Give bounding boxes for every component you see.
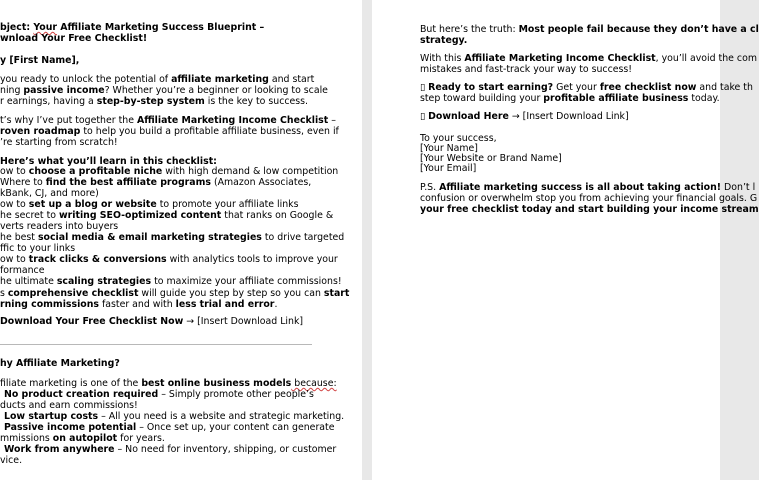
learn-item: he ultimate scaling strategies to maximize your affiliate commissions! xyxy=(0,276,342,287)
why-intro: filiate marketing is one of the best online business models because: xyxy=(0,378,337,389)
ready-line-2: step toward building your profitable affiliate business today. xyxy=(420,93,720,104)
truth-line-2: strategy. xyxy=(420,35,468,46)
learn-item: ow to set up a blog or website to promote your affiliate links xyxy=(0,199,299,210)
page-gap xyxy=(362,0,372,480)
why-item: ducts and earn commissions! xyxy=(0,400,138,411)
tool-line: t’s why I’ve put together the Affiliate Marketing Income Checklist – xyxy=(0,115,336,126)
intro-line: you ready to unlock the potential of affiliate marketing and start xyxy=(0,74,315,85)
download-here-link[interactable]: ▯ Download Here → [Insert Download Link] xyxy=(420,111,629,122)
document-page-right xyxy=(372,0,759,480)
subject-line: bject: Your Affiliate Marketing Success Blueprint – xyxy=(0,22,265,33)
with-line-2: mistakes and fast-track your way to success! xyxy=(420,64,633,75)
learn-item: ow to choose a profitable niche with high demand & low competition xyxy=(0,166,339,177)
learn-heading: Here’s what you’ll learn in this checklist: xyxy=(0,156,217,167)
learn-item: kBank, CJ, and more) xyxy=(0,188,99,199)
ps-line: P.S. Affiliate marketing success is all about taking action! Don’t l xyxy=(420,182,756,193)
why-heading: hy Affiliate Marketing? xyxy=(0,358,120,369)
greeting: y [First Name], xyxy=(0,55,80,66)
ps-line-2: confusion or overwhelm stop you from achieving your financial goals. G xyxy=(420,193,758,204)
ps-line-3: your free checklist today and start building your income stream xyxy=(420,204,759,215)
document-page-left xyxy=(0,0,362,480)
why-item: Passive income potential – Once set up, your content can generate xyxy=(4,422,335,433)
truth-line: But here’s the truth: Most people fail because they don’t have a cl xyxy=(420,24,759,35)
learn-item: Where to find the best affiliate programs (Amazon Associates, xyxy=(0,177,312,188)
signoff-website: [Your Website or Brand Name] xyxy=(420,153,562,164)
subject-line-2: wnload Your Free Checklist! xyxy=(0,33,148,44)
learn-item: he secret to writing SEO-optimized content that ranks on Google & xyxy=(0,210,334,221)
learn-item: formance xyxy=(0,265,45,276)
download-checklist-cta[interactable]: Download Your Free Checklist Now → [Insert Download Link] xyxy=(0,316,304,327)
with-line: With this Affiliate Marketing Income Checklist, you’ll avoid the com xyxy=(420,53,757,64)
why-item: vice. xyxy=(0,455,23,466)
learn-item: he best social media & email marketing strategies to drive targeted xyxy=(0,232,345,243)
checkbox-icon: ▯ xyxy=(420,82,429,93)
signoff-email: [Your Email] xyxy=(420,163,477,174)
tool-line: ’re starting from scratch! xyxy=(0,137,118,148)
why-item: No product creation required – Simply promote other people’s xyxy=(4,389,314,400)
tool-line: roven roadmap to help you build a profitable affiliate business, even if xyxy=(0,126,339,137)
intro-line: ning passive income? Whether you’re a beginner or looking to scale xyxy=(0,85,328,96)
why-item: Work from anywhere – No need for inventory, shipping, or customer xyxy=(4,444,337,455)
ready-line: ▯ Ready to start earning? Get your free checklist now and take th xyxy=(420,82,753,93)
guide-line: rning commissions faster and with less trial and error. xyxy=(0,299,278,310)
signoff-line: To your success, xyxy=(420,133,497,144)
learn-item: verts readers into buyers xyxy=(0,221,119,232)
learn-item: ow to track clicks & conversions with analytics tools to improve your xyxy=(0,254,338,265)
intro-line: r earnings, having a step-by-step system is the key to success. xyxy=(0,96,309,107)
checkbox-icon: ▯ xyxy=(420,111,429,122)
learn-item: ffic to your links xyxy=(0,243,76,254)
why-item: mmissions on autopilot for years. xyxy=(0,433,165,444)
signoff-name: [Your Name] xyxy=(420,143,478,154)
guide-line: s comprehensive checklist will guide you step by step so you can start xyxy=(0,288,350,299)
why-item: Low startup costs – All you need is a website and strategic marketing. xyxy=(4,411,345,422)
horizontal-divider xyxy=(0,344,312,345)
